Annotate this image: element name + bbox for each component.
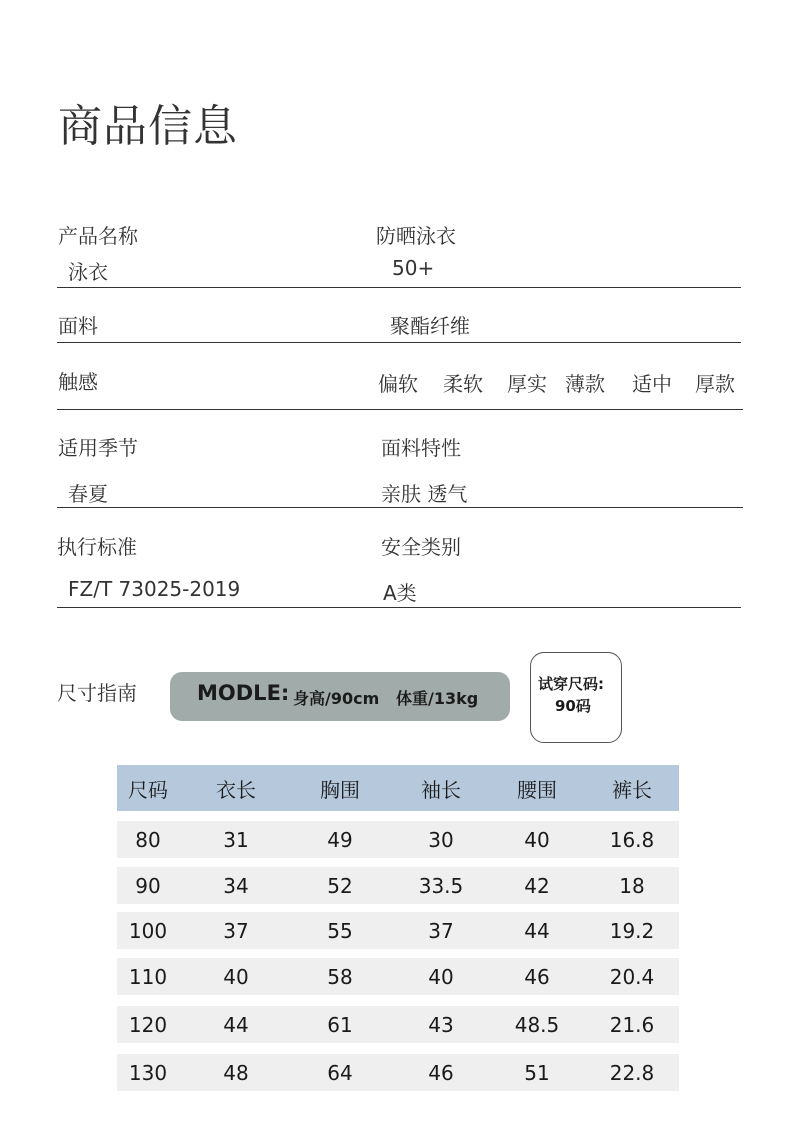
fabric-value: 聚酯纤维	[390, 314, 470, 338]
cell-size: 80	[135, 827, 161, 852]
table-row	[117, 821, 679, 858]
cell-length: 37	[223, 918, 249, 943]
feel-option-medium: 适中	[632, 372, 672, 396]
cell-sleeve: 37	[428, 918, 454, 943]
table-row	[117, 912, 679, 949]
header-chest: 胸围	[320, 777, 360, 802]
table-row	[117, 1054, 679, 1091]
table-row	[117, 867, 679, 904]
season-value: 春夏	[68, 482, 108, 506]
cell-sleeve: 30	[428, 827, 454, 852]
feel-option-soft: 偏软	[378, 372, 418, 396]
table-row	[117, 958, 679, 995]
table-header	[117, 765, 679, 811]
cell-chest: 61	[327, 1012, 353, 1037]
season-label: 适用季节	[58, 436, 138, 460]
cell-size: 90	[135, 873, 161, 898]
cell-chest: 52	[327, 873, 353, 898]
divider	[57, 287, 741, 288]
size-guide-label: 尺寸指南	[57, 681, 137, 705]
fabric-feature-label: 面料特性	[381, 436, 461, 460]
standard-value: FZ/T 73025-2019	[68, 577, 241, 601]
standard-label: 执行标准	[57, 535, 137, 559]
feel-option-thick: 厚实	[507, 372, 547, 396]
divider	[57, 607, 741, 608]
fabric-label: 面料	[58, 314, 98, 338]
cell-size: 120	[128, 1012, 168, 1037]
model-height: 身高/90cm	[293, 689, 380, 708]
cell-waist: 48.5	[514, 1012, 560, 1037]
header-size: 尺码	[128, 777, 168, 802]
cell-chest: 58	[327, 964, 353, 989]
cell-waist: 40	[524, 827, 550, 852]
model-key: MODLE:	[197, 681, 290, 705]
cell-pants: 18	[619, 873, 645, 898]
cell-sleeve: 33.5	[418, 873, 464, 898]
safety-value: A类	[383, 581, 417, 605]
cell-chest: 55	[327, 918, 353, 943]
cell-waist: 46	[524, 964, 550, 989]
feel-label: 触感	[58, 370, 98, 394]
feel-option-thin: 薄款	[565, 372, 605, 396]
table-row	[117, 1006, 679, 1043]
safety-label: 安全类别	[381, 535, 461, 559]
header-pants: 裤长	[612, 777, 652, 802]
cell-pants: 22.8	[609, 1060, 655, 1085]
header-length: 衣长	[216, 777, 256, 802]
product-name-label: 产品名称	[58, 224, 138, 248]
header-sleeve: 袖长	[421, 777, 461, 802]
cell-pants: 19.2	[609, 918, 655, 943]
product-name-value: 泳衣	[68, 260, 108, 284]
upf-value: 50+	[392, 256, 435, 280]
divider	[57, 507, 743, 508]
model-weight: 体重/13kg	[396, 689, 479, 708]
try-size-label: 试穿尺码:	[538, 675, 604, 693]
cell-sleeve: 46	[428, 1060, 454, 1085]
cell-sleeve: 40	[428, 964, 454, 989]
cell-waist: 44	[524, 918, 550, 943]
feel-option-very-soft: 柔软	[443, 372, 483, 396]
cell-length: 48	[223, 1060, 249, 1085]
header-waist: 腰围	[517, 777, 557, 802]
divider	[57, 342, 741, 343]
cell-waist: 51	[524, 1060, 550, 1085]
try-size-value: 90码	[555, 697, 591, 715]
cell-length: 31	[223, 827, 249, 852]
cell-length: 44	[223, 1012, 249, 1037]
cell-pants: 21.6	[609, 1012, 655, 1037]
cell-pants: 20.4	[609, 964, 655, 989]
divider	[57, 409, 743, 410]
cell-size: 130	[128, 1060, 168, 1085]
cell-chest: 49	[327, 827, 353, 852]
cell-size: 100	[128, 918, 168, 943]
cell-sleeve: 43	[428, 1012, 454, 1037]
fabric-feature-value: 亲肤 透气	[381, 482, 468, 506]
cell-length: 34	[223, 873, 249, 898]
cell-waist: 42	[524, 873, 550, 898]
cell-chest: 64	[327, 1060, 353, 1085]
page-title: 商品信息	[58, 101, 238, 152]
cell-length: 40	[223, 964, 249, 989]
upf-label: 防晒泳衣	[376, 224, 456, 248]
cell-pants: 16.8	[609, 827, 655, 852]
feel-option-heavy: 厚款	[695, 372, 735, 396]
cell-size: 110	[128, 964, 168, 989]
